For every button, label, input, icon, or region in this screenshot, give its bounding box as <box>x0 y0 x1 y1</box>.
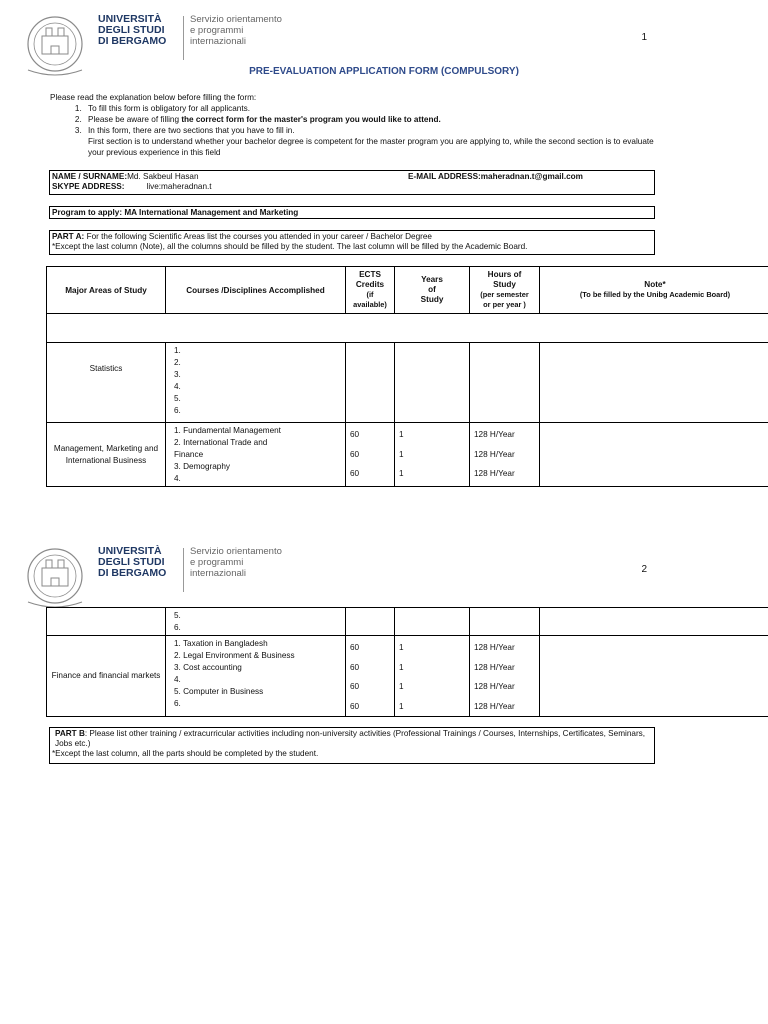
header-area: Major Areas of Study <box>47 267 166 314</box>
page-number: 2 <box>641 564 647 575</box>
header-hours: Hours of Study (per semester or per year ) <box>470 267 540 314</box>
page-number: 1 <box>641 32 647 43</box>
table-row-statistics <box>47 343 768 423</box>
university-name: UNIVERSITÀ DEGLI STUDI DI BERGAMO <box>98 545 167 579</box>
header-courses: Courses /Disciplines Accomplished <box>166 267 346 314</box>
part-b-box: PART B: Please list other training / extracurricular activities including non-university activities (Professional Trainings / Courses, Internships, Certificates, Seminars, Jobs etc.) *Except the last column, all the parts should be completed by the student. <box>49 727 655 764</box>
ects-cell[interactable] <box>346 343 395 423</box>
form-title: PRE-EVALUATION APPLICATION FORM (COMPULSORY) <box>249 66 519 77</box>
courses-table-page2 <box>46 607 768 717</box>
email-label: E-MAIL ADDRESS: <box>408 172 481 181</box>
courses-cell[interactable]: 1. 2. 3. 4. 5. 6. <box>166 343 346 423</box>
ects-cell[interactable]: 60 60 60 <box>346 423 395 487</box>
courses-cell[interactable]: 5. 6. <box>166 608 346 636</box>
table-row-continued <box>47 608 768 636</box>
divider <box>183 16 184 60</box>
header-note: Note* (To be filled by the Unibg Academic Board) <box>540 267 768 314</box>
instructions: Please read the explanation below before filling the form: 1. To fill this form is obligatory for all applicants. 2. Please be aware of filling the correct form for the master's program you would like to attend. 3. In this form, there are two sections that you have to fill in. First section is to understand whether your bachelor degree is competent for the master program you are applying to, while the second section is to evaluate your previous experience in this field <box>50 92 670 158</box>
program-value[interactable]: MA International Management and Marketing <box>122 208 299 217</box>
university-name: UNIVERSITÀ DEGLI STUDI DI BERGAMO <box>98 13 167 47</box>
area-cell: Finance and financial markets <box>47 636 166 717</box>
area-cell: Statistics <box>47 343 166 423</box>
table-header-row <box>47 267 768 314</box>
hours-cell[interactable]: 128 H/Year 128 H/Year 128 H/Year <box>470 423 540 487</box>
table-row-finance <box>47 636 768 717</box>
part-a-box: PART A: For the following Scientific Areas list the courses you attended in your career / Bachelor Degree *Except the last column (Note), all the columns should be filled by the student. The last column will be filled by the Academic Board. <box>49 230 655 255</box>
note-cell <box>540 423 768 487</box>
applicant-info-box <box>49 170 655 195</box>
courses-cell[interactable]: 1. Fundamental Management 2. International Trade and Finance 3. Demography 4. <box>166 423 346 487</box>
service-name: Servizio orientamento e programmi internazionali <box>190 546 282 579</box>
note-cell <box>540 343 768 423</box>
years-cell[interactable] <box>395 343 470 423</box>
courses-table-page1 <box>46 266 768 487</box>
instruction-3: 3. In this form, there are two sections that you have to fill in. First section is to understand whether your bachelor degree is competent for the master program you are applying to, while the second section is to evaluate your previous experience in this field <box>84 125 670 158</box>
note-cell <box>540 636 768 717</box>
university-seal-logo <box>22 546 92 612</box>
years-cell[interactable]: 1 1 1 1 <box>395 636 470 717</box>
header-years: Years of Study <box>395 267 470 314</box>
skype-value[interactable]: live:maheradnan.t <box>146 182 212 191</box>
table-row-management <box>47 423 768 487</box>
skype-label: SKYPE ADDRESS: <box>52 182 125 191</box>
header-ects: ECTS Credits (if available) <box>346 267 395 314</box>
instruction-1: 1. To fill this form is obligatory for all applicants. <box>84 103 670 114</box>
program-box <box>49 206 655 219</box>
email-value[interactable]: maheradnan.t@gmail.com <box>480 172 583 181</box>
name-value[interactable]: Md. Sakbeul Hasan <box>127 172 199 181</box>
page-header <box>22 546 742 616</box>
service-name: Servizio orientamento e programmi internazionali <box>190 14 282 47</box>
years-cell[interactable]: 1 1 1 <box>395 423 470 487</box>
program-label: Program to apply: <box>52 208 123 217</box>
courses-cell[interactable]: 1. Taxation in Bangladesh 2. Legal Environment & Business 3. Cost accounting 4. 5. Computer in Business 6. <box>166 636 346 717</box>
name-label: NAME / SURNAME: <box>52 172 128 181</box>
table-row-blank <box>47 314 768 343</box>
ects-cell[interactable]: 60 60 60 60 <box>346 636 395 717</box>
hours-cell[interactable] <box>470 343 540 423</box>
instruction-2: 2. Please be aware of filling the correct form for the master's program you would like to attend. <box>84 114 670 125</box>
hours-cell[interactable]: 128 H/Year 128 H/Year 128 H/Year 128 H/Year <box>470 636 540 717</box>
area-cell: Management, Marketing and International Business <box>47 423 166 487</box>
divider <box>183 548 184 592</box>
